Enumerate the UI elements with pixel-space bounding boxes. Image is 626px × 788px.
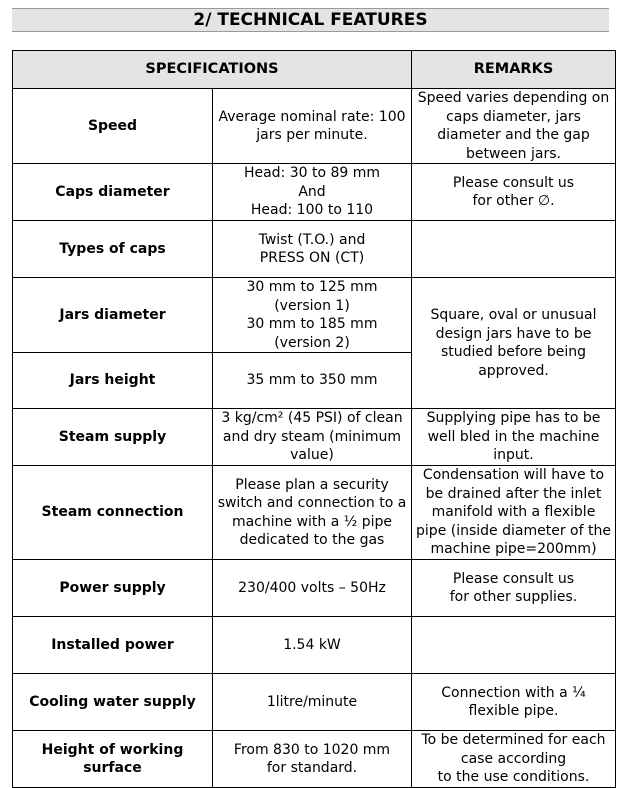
power-supply-label: Power supply: [13, 560, 213, 617]
table-row: [13, 617, 616, 674]
cooling-water-remark: Connection with a ¼ flexible pipe.: [412, 674, 616, 731]
installed-power-remark: [412, 617, 616, 674]
installed-power-value: 1.54 kW: [213, 617, 412, 674]
table-row: [13, 221, 616, 278]
power-supply-value: 230/400 volts – 50Hz: [213, 560, 412, 617]
caps-diameter-remark: Please consult us for other ∅.: [412, 164, 616, 221]
remarks-header: REMARKS: [412, 51, 616, 89]
steam-supply-label: Steam supply: [13, 409, 213, 466]
jars-remark: Square, oval or unusual design jars have to be studied before being approved.: [412, 278, 616, 409]
steam-connection-remark: Condensation will have to be drained after the inlet manifold with a flexible pipe (inside diameter of the machine pipe=200mm): [412, 466, 616, 560]
speed-label: Speed: [13, 89, 213, 164]
working-surface-label: Height of working surface: [13, 731, 213, 788]
types-of-caps-remark: [412, 221, 616, 278]
table-row: [13, 89, 616, 164]
table-row: [13, 278, 616, 353]
jars-height-value: 35 mm to 350 mm: [213, 353, 412, 409]
steam-supply-remark: Supplying pipe has to be well bled in the machine input.: [412, 409, 616, 466]
table-header-row: [13, 51, 616, 89]
power-supply-remark: Please consult us for other supplies.: [412, 560, 616, 617]
table-row: [13, 731, 616, 788]
types-of-caps-value: Twist (T.O.) and PRESS ON (CT): [213, 221, 412, 278]
jars-diameter-value: 30 mm to 125 mm (version 1) 30 mm to 185 mm (version 2): [213, 278, 412, 353]
cooling-water-label: Cooling water supply: [13, 674, 213, 731]
working-surface-remark: To be determined for each case according to the use conditions.: [412, 731, 616, 788]
table-row: [13, 466, 616, 560]
installed-power-label: Installed power: [13, 617, 213, 674]
speed-value: Average nominal rate: 100 jars per minute.: [213, 89, 412, 164]
steam-connection-value: Please plan a security switch and connection to a machine with a ½ pipe dedicated to the gas: [213, 466, 412, 560]
technical-features-table: [12, 50, 616, 788]
types-of-caps-label: Types of caps: [13, 221, 213, 278]
steam-connection-label: Steam connection: [13, 466, 213, 560]
caps-diameter-value: Head: 30 to 89 mm And Head: 100 to 110: [213, 164, 412, 221]
table-row: [13, 674, 616, 731]
steam-supply-value: 3 kg/cm² (45 PSI) of clean and dry steam (minimum value): [213, 409, 412, 466]
section-title: 2/ TECHNICAL FEATURES: [12, 8, 609, 32]
speed-remark: Speed varies depending on caps diameter, jars diameter and the gap between jars.: [412, 89, 616, 164]
jars-diameter-label: Jars diameter: [13, 278, 213, 353]
specifications-header: SPECIFICATIONS: [13, 51, 412, 89]
table-row: [13, 164, 616, 221]
table-row: [13, 409, 616, 466]
table-row: [13, 560, 616, 617]
cooling-water-value: 1litre/minute: [213, 674, 412, 731]
jars-height-label: Jars height: [13, 353, 213, 409]
working-surface-value: From 830 to 1020 mm for standard.: [213, 731, 412, 788]
caps-diameter-label: Caps diameter: [13, 164, 213, 221]
